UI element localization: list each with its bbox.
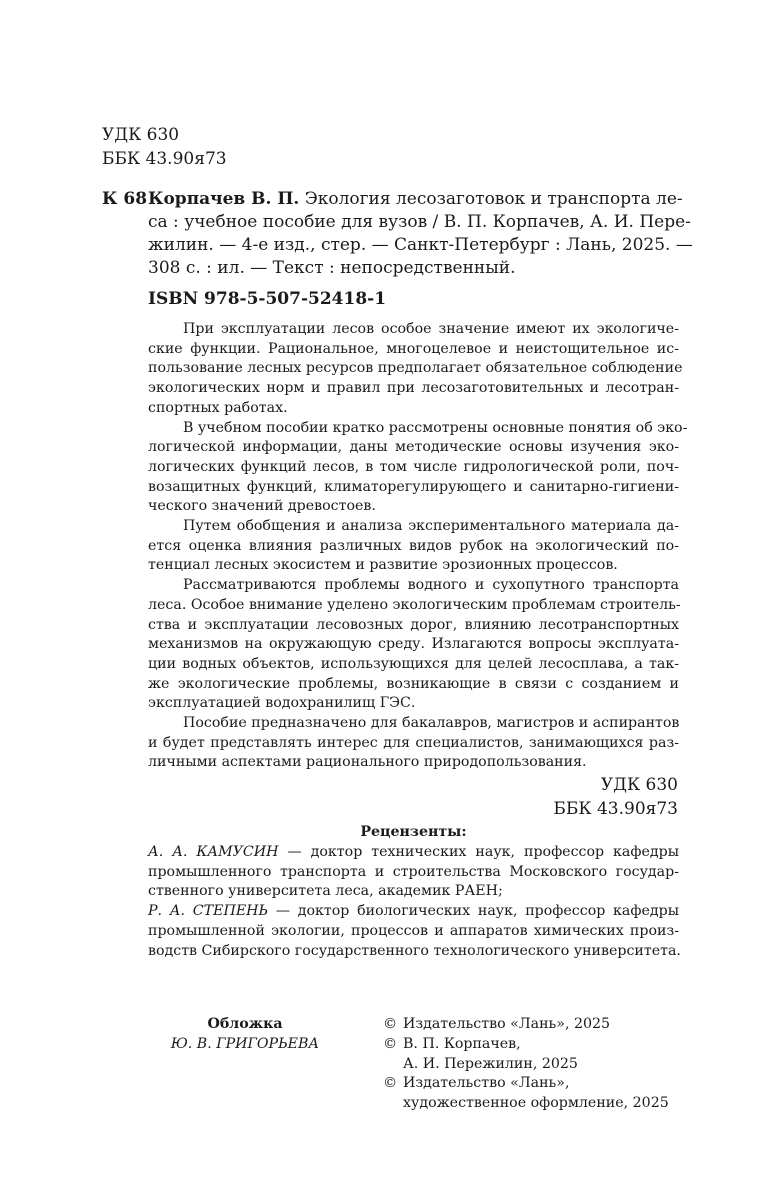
abstract-line: ства и эксплуатации лесовозных дорог, влиянию лесотранспортных [148, 616, 679, 633]
abstract-line: леса. Особое внимание уделено экологическим проблемам строитель- [148, 596, 681, 613]
biblio-line [148, 257, 678, 280]
bbk-code: ББК 43.90я73 [553, 799, 678, 819]
copyright-text: А. И. Пережилин, 2025 [403, 1055, 578, 1072]
abstract-line: механизмов на окружающую среду. Излагаются вопросы эксплуата- [148, 636, 679, 653]
classification-top [102, 123, 227, 171]
reviewer-text: — доктор биологических наук, профессор кафедры [268, 903, 679, 920]
isbn: ISBN 978-5-507-52418-1 [148, 289, 387, 309]
abstract-line: ческого значений древостоев. [148, 498, 376, 515]
reviewer-line [148, 902, 679, 922]
abstract-line: пользование лесных ресурсов предполагает обязательное соблюдение [148, 360, 683, 377]
copyright-symbol [383, 1094, 403, 1114]
bibliographic-record [148, 188, 693, 280]
biblio-line [148, 211, 691, 234]
copyright-line [383, 1035, 669, 1055]
copyright-block [383, 1015, 669, 1114]
reviewers-list [148, 843, 679, 961]
biblio-text: 308 с. : ил. — Текст : непосредственный. [148, 258, 516, 278]
copyright-line [383, 1094, 669, 1114]
reviewer-text: промышленной экологии, процессов и аппаратов химических произ- [148, 922, 679, 939]
abstract [148, 320, 688, 773]
abstract-line: В учебном пособии кратко рассмотрены основные понятия об эко- [183, 419, 688, 436]
copyright-text: Издательство «Лань», [403, 1075, 570, 1092]
copyright-symbol: © [383, 1035, 398, 1052]
abstract-line: Рассматриваются проблемы водного и сухопутного транспорта [183, 577, 679, 594]
abstract-line: ские функции. Рациональное, многоцелевое и неистощительное ис- [148, 340, 679, 357]
abstract-line: Пособие предназначено для бакалавров, магистров и аспирантов [183, 715, 680, 732]
abstract-line: личными аспектами рационального природопользования. [148, 754, 587, 771]
reviewer-text: — доктор технических наук, профессор кафедры [278, 844, 679, 860]
copyright-symbol [383, 1055, 403, 1075]
reviewer-line [148, 942, 679, 962]
reviewers-title: Рецензенты: [360, 824, 467, 840]
reviewer-name: Р. А. СТЕПЕНЬ [148, 903, 269, 920]
reviewer-line [148, 922, 679, 942]
biblio-text: жилин. — 4-е изд., стер. — Санкт-Петербург : Лань, 2025. — [148, 235, 693, 255]
copyright-symbol: © [383, 1016, 398, 1032]
cover-designer: Ю. В. ГРИГОРЬЕВА [170, 1035, 320, 1052]
cutter-mark: К 68 [102, 189, 148, 209]
abstract-line: При эксплуатации лесов особое значение имеют их экологиче- [183, 321, 679, 337]
copyright-line [383, 1015, 669, 1035]
reviewer-text: ственного университета леса, академик РАЕН; [148, 883, 503, 900]
abstract-line: эксплуатацией водохранилищ ГЭС. [148, 695, 416, 712]
biblio-text: са : учебное пособие для вузов / В. П. Корпачев, А. И. Пере- [148, 212, 691, 232]
abstract-line: и будет представлять интерес для специалистов, занимающихся раз- [148, 734, 679, 751]
biblio-line [148, 188, 683, 211]
reviewer-line [148, 843, 679, 863]
copyright-text: Издательство «Лань», 2025 [403, 1016, 611, 1032]
reviewer-text: промышленного транспорта и строительства Московского государ- [148, 863, 679, 880]
abstract-line: возащитных функций, климаторегулирующего и санитарно-гигиени- [148, 478, 679, 495]
abstract-line: же экологические проблемы, возникающие в связи с созданием и [148, 675, 679, 692]
reviewer-text: водств Сибирского государственного технологического университета. [148, 942, 681, 959]
abstract-line: экологических норм и правил при лесозаготовительных и лесотран- [148, 380, 679, 397]
copyright-line [383, 1074, 669, 1094]
copyright-line [383, 1055, 669, 1075]
author-name: Корпачев В. П. [148, 189, 300, 209]
udk-code: УДК 630 [102, 125, 180, 145]
abstract-line: логических функций лесов, в том числе гидрологической роли, поч- [148, 458, 679, 475]
udk-code: УДК 630 [600, 775, 678, 795]
abstract-line: логической информации, даны методические основы изучения эко- [148, 439, 679, 456]
biblio-line [148, 234, 693, 257]
copyright-text: В. П. Корпачев, [403, 1035, 521, 1052]
copyright-symbol: © [383, 1075, 398, 1092]
cover-credit [130, 1015, 360, 1054]
abstract-line: ется оценка влияния различных видов рубок на экологический по- [148, 537, 679, 554]
reviewer-line [148, 863, 679, 883]
classification-bottom [553, 773, 678, 821]
bbk-code: ББК 43.90я73 [102, 149, 227, 169]
biblio-text: Экология лесозаготовок и транспорта ле- [299, 189, 683, 209]
cover-title: Обложка [207, 1016, 283, 1032]
abstract-line: спортных работах. [148, 399, 288, 416]
abstract-line: тенциал лесных экосистем и развитие эрозионных процессов. [148, 557, 618, 574]
reviewer-name: А. А. КАМУСИН [148, 844, 279, 860]
abstract-line: Путем обобщения и анализа экспериментального материала да- [183, 518, 679, 535]
reviewer-line [148, 882, 679, 902]
abstract-line: ции водных объектов, использующихся для целей лесосплава, а так- [148, 655, 679, 672]
copyright-text: художественное оформление, 2025 [403, 1095, 669, 1112]
